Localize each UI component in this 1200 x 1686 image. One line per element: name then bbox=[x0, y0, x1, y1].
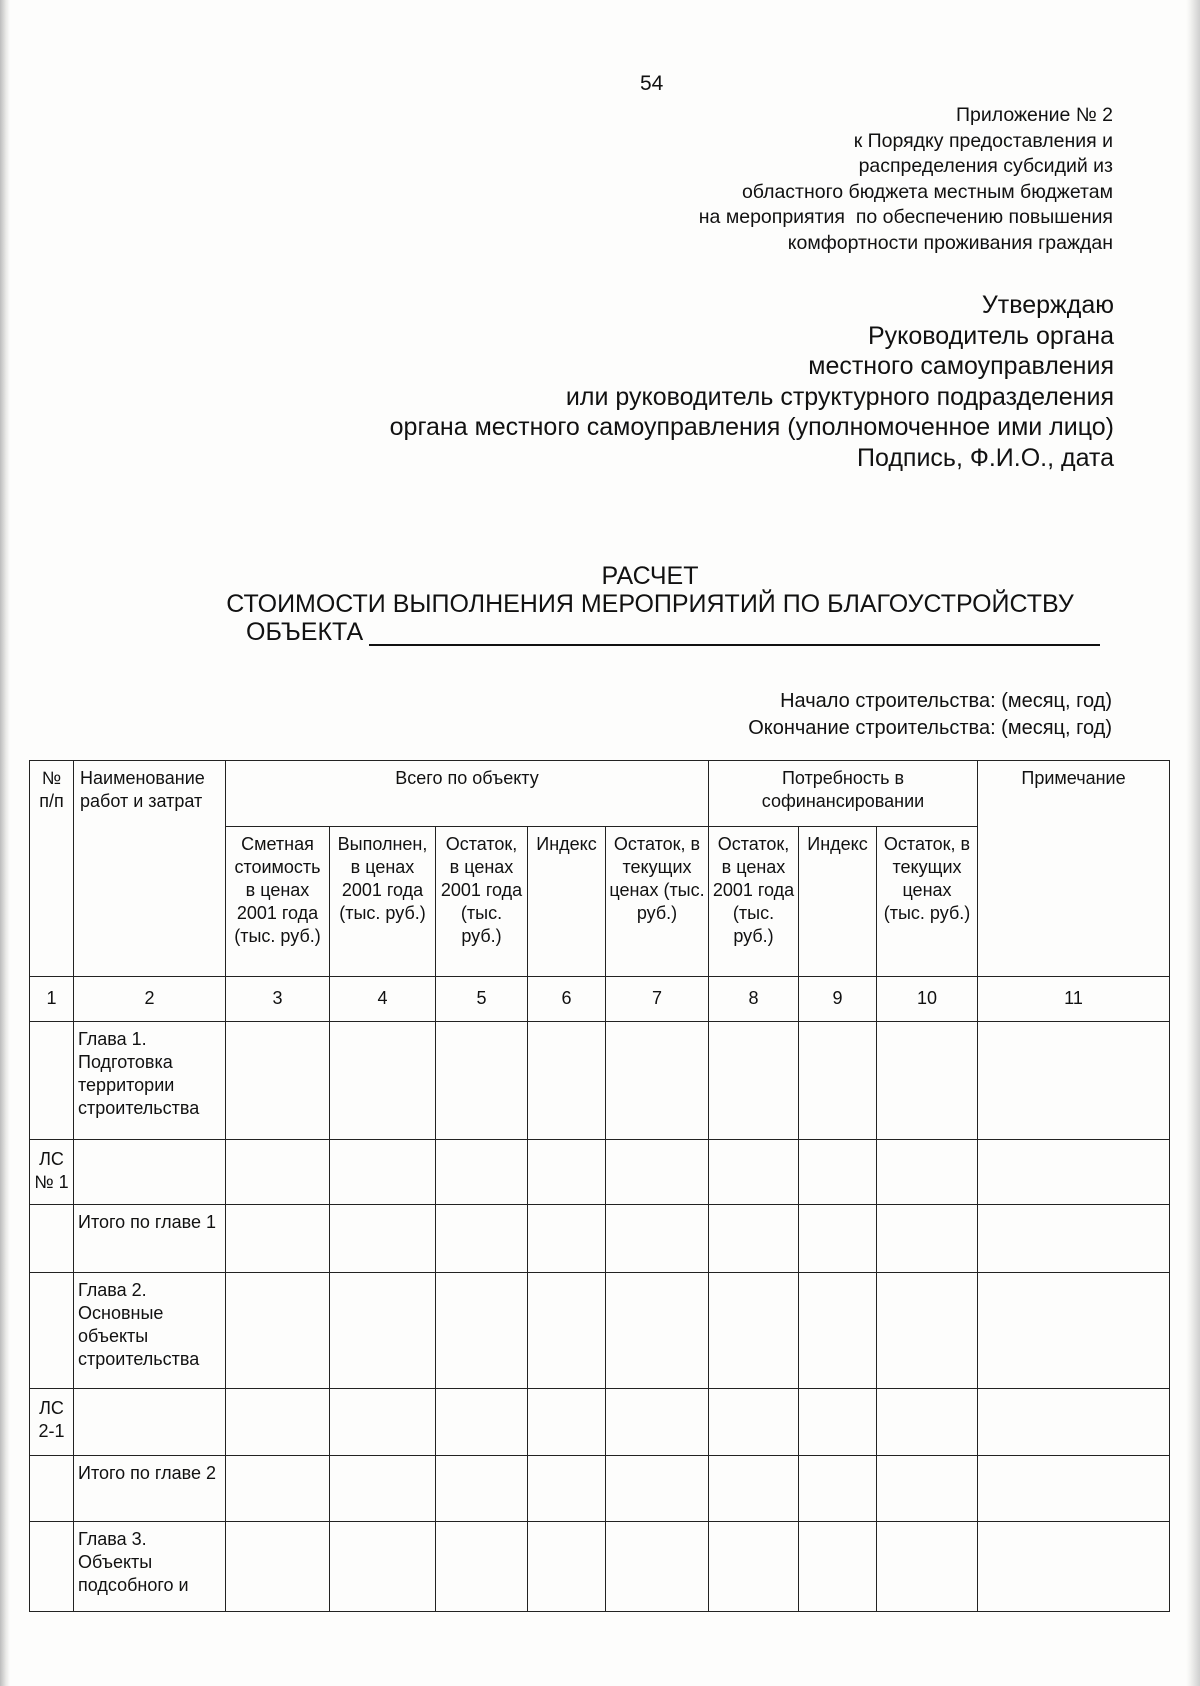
table-cell bbox=[877, 1389, 978, 1456]
table-cell bbox=[436, 1522, 528, 1612]
approval-line: Утверждаю bbox=[981, 291, 1114, 319]
table-row bbox=[30, 1205, 1170, 1273]
document-title bbox=[200, 562, 1100, 646]
table-row bbox=[30, 1273, 1170, 1389]
row-number bbox=[30, 1205, 74, 1273]
column-number: 3 bbox=[226, 977, 330, 1022]
table-cell bbox=[709, 1273, 799, 1389]
table-cell bbox=[606, 1022, 709, 1140]
table-cell bbox=[877, 1140, 978, 1205]
table-cell bbox=[799, 1140, 877, 1205]
header-completed: Выполнен, в ценах 2001 года (тыс. руб.) bbox=[330, 827, 436, 977]
appendix-line: на мероприятия по обеспечению повышения bbox=[698, 206, 1113, 229]
appendix-block bbox=[699, 103, 1113, 257]
approval-line: Подпись, Ф.И.О., дата bbox=[857, 443, 1114, 472]
title-line: РАСЧЕТ bbox=[601, 562, 699, 590]
table-cell bbox=[709, 1389, 799, 1456]
row-name: Итого по главе 2 bbox=[74, 1456, 226, 1522]
table-cell bbox=[877, 1205, 978, 1273]
table-cell bbox=[330, 1205, 436, 1273]
row-name: Глава 2. Основные объекты строительства bbox=[74, 1273, 226, 1389]
column-numbers-row bbox=[30, 977, 1170, 1022]
table-cell bbox=[528, 1389, 606, 1456]
table-cell bbox=[528, 1273, 606, 1389]
appendix-line: Приложение № 2 bbox=[956, 104, 1113, 126]
table-cell bbox=[436, 1140, 528, 1205]
table-cell bbox=[436, 1389, 528, 1456]
header-cofin-remaining-2001: Остаток, в ценах 2001 года (тыс. руб.) bbox=[709, 827, 799, 977]
table-cell bbox=[226, 1389, 330, 1456]
table-cell bbox=[799, 1389, 877, 1456]
column-number: 4 bbox=[330, 977, 436, 1022]
table-row bbox=[30, 1456, 1170, 1522]
header-name: Наименование работ и затрат bbox=[74, 761, 226, 977]
header-cofin-remaining-current: Остаток, в текущих ценах (тыс. руб.) bbox=[877, 827, 978, 977]
table-cell bbox=[709, 1205, 799, 1273]
header-cofinancing-group: Потребность в софинансировании bbox=[709, 761, 978, 827]
table-cell bbox=[799, 1022, 877, 1140]
table-cell bbox=[330, 1522, 436, 1612]
table-row bbox=[30, 1522, 1170, 1612]
row-name bbox=[74, 1140, 226, 1205]
row-number: ЛС № 1 bbox=[30, 1140, 74, 1205]
table-cell bbox=[226, 1140, 330, 1205]
column-number: 8 bbox=[709, 977, 799, 1022]
approval-line: местного самоуправления bbox=[808, 352, 1114, 380]
table-cell bbox=[606, 1456, 709, 1522]
scan-edge-right bbox=[1186, 0, 1200, 1686]
object-name-line bbox=[200, 618, 1100, 646]
appendix-line: к Порядку предоставления и bbox=[853, 129, 1113, 152]
table-row bbox=[30, 1389, 1170, 1456]
construction-dates bbox=[748, 688, 1112, 742]
appendix-line: распределения субсидий из bbox=[858, 155, 1113, 178]
table-cell bbox=[330, 1140, 436, 1205]
header-index: Индекс bbox=[528, 827, 606, 977]
start-date-label: Начало строительства: (месяц, год) bbox=[780, 690, 1112, 712]
header-note: Примечание bbox=[978, 761, 1170, 977]
table-cell bbox=[226, 1273, 330, 1389]
table-cell bbox=[978, 1205, 1170, 1273]
header-estimated-cost: Сметная стоимость в ценах 2001 года (тыс. руб.) bbox=[226, 827, 330, 977]
table-cell bbox=[330, 1022, 436, 1140]
table-cell bbox=[606, 1140, 709, 1205]
table-cell bbox=[226, 1456, 330, 1522]
table-cell bbox=[978, 1456, 1170, 1522]
table-cell bbox=[799, 1456, 877, 1522]
row-number bbox=[30, 1456, 74, 1522]
column-number: 5 bbox=[436, 977, 528, 1022]
table-cell bbox=[799, 1205, 877, 1273]
cost-table bbox=[29, 760, 1170, 1612]
table-cell bbox=[709, 1140, 799, 1205]
title-line: СТОИМОСТИ ВЫПОЛНЕНИЯ МЕРОПРИЯТИЙ ПО БЛАГОУСТРОЙСТВУ bbox=[226, 590, 1074, 618]
table-cell bbox=[978, 1022, 1170, 1140]
table-cell bbox=[799, 1273, 877, 1389]
table-cell bbox=[528, 1456, 606, 1522]
table-cell bbox=[709, 1456, 799, 1522]
row-number: ЛС 2-1 bbox=[30, 1389, 74, 1456]
object-name-blank bbox=[369, 620, 1100, 646]
table-cell bbox=[606, 1522, 709, 1612]
table-row bbox=[30, 1140, 1170, 1205]
column-number: 1 bbox=[30, 977, 74, 1022]
table-cell bbox=[877, 1522, 978, 1612]
table-cell bbox=[528, 1140, 606, 1205]
table-cell bbox=[709, 1022, 799, 1140]
row-number bbox=[30, 1022, 74, 1140]
title-line: ОБЪЕКТА bbox=[246, 618, 364, 646]
table-cell bbox=[330, 1456, 436, 1522]
table-cell bbox=[978, 1389, 1170, 1456]
approval-line: или руководитель структурного подразделения bbox=[565, 382, 1114, 411]
table-cell bbox=[606, 1205, 709, 1273]
table-cell bbox=[330, 1389, 436, 1456]
table-cell bbox=[436, 1456, 528, 1522]
appendix-line: комфортности проживания граждан bbox=[787, 231, 1113, 254]
row-number bbox=[30, 1522, 74, 1612]
header-total-group: Всего по объекту bbox=[226, 761, 709, 827]
header-cofin-index: Индекс bbox=[799, 827, 877, 977]
table-cell bbox=[436, 1205, 528, 1273]
column-number: 7 bbox=[606, 977, 709, 1022]
table-cell bbox=[877, 1456, 978, 1522]
row-name: Итого по главе 1 bbox=[74, 1205, 226, 1273]
column-number: 11 bbox=[978, 977, 1170, 1022]
end-date-label: Окончание строительства: (месяц, год) bbox=[748, 717, 1112, 739]
table-cell bbox=[978, 1522, 1170, 1612]
table-cell bbox=[606, 1389, 709, 1456]
table-cell bbox=[528, 1022, 606, 1140]
row-name: Глава 3. Объекты подсобного и bbox=[74, 1522, 226, 1612]
scan-edge-left bbox=[0, 0, 10, 1686]
table-cell bbox=[226, 1522, 330, 1612]
table-cell bbox=[436, 1022, 528, 1140]
approval-line: Руководитель органа bbox=[868, 321, 1114, 350]
header-remaining-current: Остаток, в текущих ценах (тыс. руб.) bbox=[606, 827, 709, 977]
column-number: 6 bbox=[528, 977, 606, 1022]
table-cell bbox=[606, 1273, 709, 1389]
header-remaining-2001: Остаток, в ценах 2001 года (тыс. руб.) bbox=[436, 827, 528, 977]
table-cell bbox=[528, 1205, 606, 1273]
table-cell bbox=[877, 1022, 978, 1140]
column-number: 2 bbox=[74, 977, 226, 1022]
column-number: 10 bbox=[877, 977, 978, 1022]
appendix-line: областного бюджета местным бюджетам bbox=[741, 180, 1113, 203]
table-cell bbox=[330, 1273, 436, 1389]
row-name: Глава 1. Подготовка территории строительства bbox=[74, 1022, 226, 1140]
table-cell bbox=[978, 1273, 1170, 1389]
approval-block bbox=[390, 290, 1114, 473]
table-cell bbox=[978, 1140, 1170, 1205]
table-cell bbox=[528, 1522, 606, 1612]
table-cell bbox=[799, 1522, 877, 1612]
page-number: 54 bbox=[640, 72, 664, 95]
table-cell bbox=[226, 1205, 330, 1273]
column-number: 9 bbox=[799, 977, 877, 1022]
table-cell bbox=[877, 1273, 978, 1389]
table-row bbox=[30, 1022, 1170, 1140]
row-number bbox=[30, 1273, 74, 1389]
table-cell bbox=[709, 1522, 799, 1612]
table-cell bbox=[436, 1273, 528, 1389]
row-name bbox=[74, 1389, 226, 1456]
header-no: № п/п bbox=[30, 761, 74, 977]
approval-line: органа местного самоуправления (уполномоченное ими лицо) bbox=[389, 413, 1114, 441]
table-cell bbox=[226, 1022, 330, 1140]
